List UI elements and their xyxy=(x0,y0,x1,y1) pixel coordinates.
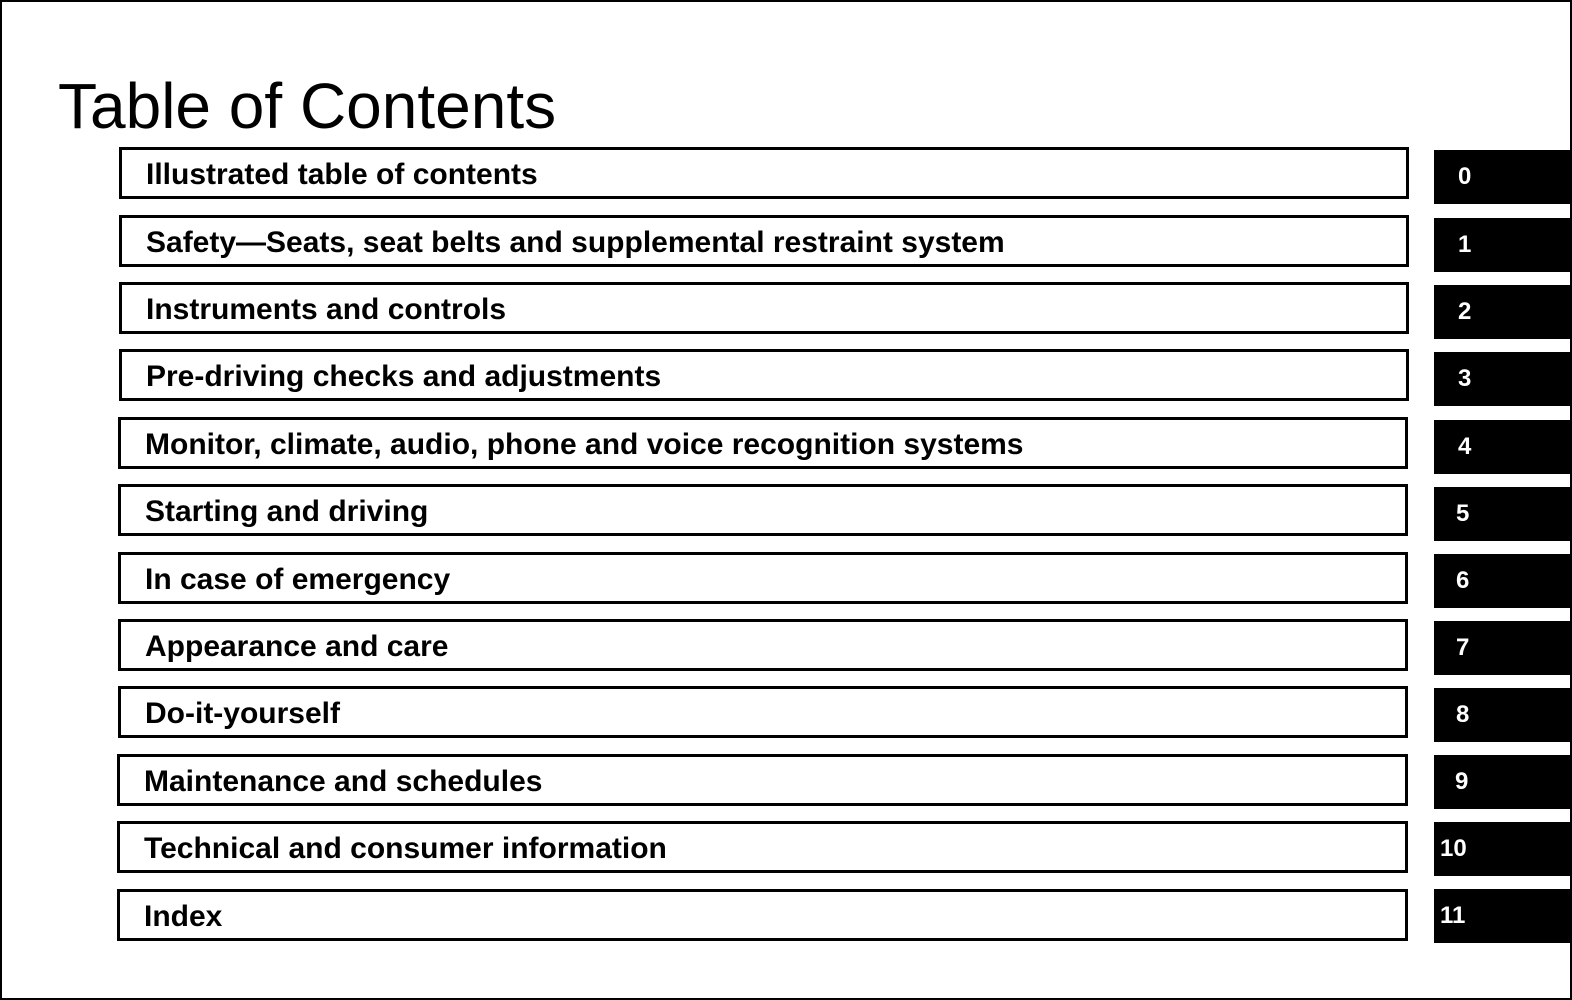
section-tab-1[interactable] xyxy=(1434,218,1572,272)
section-tab-4[interactable] xyxy=(1434,420,1572,474)
toc-entry-label: Starting and driving xyxy=(145,495,429,528)
toc-entry-label: Do-it-yourself xyxy=(145,697,340,730)
page-title: Table of Contents xyxy=(58,70,557,142)
section-tab-number: 2 xyxy=(1458,298,1472,325)
toc-entry-label: Technical and consumer information xyxy=(144,832,667,865)
toc-entry-label: Maintenance and schedules xyxy=(144,765,543,798)
section-tab-number: 0 xyxy=(1458,163,1472,190)
toc-entry-label: Illustrated table of contents xyxy=(146,158,538,191)
toc-entry-technical-and-consumer-information[interactable] xyxy=(117,821,1408,873)
toc-entry-label: Monitor, climate, audio, phone and voice recognition systems xyxy=(145,428,1024,461)
toc-entry-safety[interactable] xyxy=(119,215,1409,267)
section-tab-3[interactable] xyxy=(1434,352,1572,406)
toc-entry-instruments-and-controls[interactable] xyxy=(119,282,1409,334)
section-tab-number: 1 xyxy=(1458,231,1472,258)
toc-entry-maintenance-and-schedules[interactable] xyxy=(117,754,1408,806)
toc-entry-starting-and-driving[interactable] xyxy=(118,484,1408,536)
toc-entry-label: Appearance and care xyxy=(145,630,449,663)
section-tab-number: 11 xyxy=(1440,902,1466,929)
section-tab-11[interactable] xyxy=(1434,889,1572,943)
toc-entry-label: Safety—Seats, seat belts and supplemental restraint system xyxy=(146,226,1005,259)
toc-entry-label: Instruments and controls xyxy=(146,293,507,326)
section-tab-number: 9 xyxy=(1455,768,1469,795)
toc-entry-index[interactable] xyxy=(117,889,1408,941)
section-tab-8[interactable] xyxy=(1434,688,1572,742)
toc-entry-appearance-and-care[interactable] xyxy=(118,619,1408,671)
toc-entry-in-case-of-emergency[interactable] xyxy=(118,552,1408,604)
toc-entry-monitor-climate-audio[interactable] xyxy=(118,417,1408,469)
section-tab-6[interactable] xyxy=(1434,554,1572,608)
section-tab-number: 7 xyxy=(1456,634,1470,661)
section-tab-number: 4 xyxy=(1458,433,1472,460)
section-tab-number: 5 xyxy=(1456,500,1470,527)
toc-entry-illustrated-table-of-contents[interactable] xyxy=(119,147,1409,199)
section-tab-number: 6 xyxy=(1456,567,1470,594)
toc-list xyxy=(2,2,1570,998)
section-tab-7[interactable] xyxy=(1434,621,1572,675)
section-tab-5[interactable] xyxy=(1434,487,1572,541)
section-tab-10[interactable] xyxy=(1434,822,1572,876)
section-tab-0[interactable] xyxy=(1434,150,1572,204)
section-tab-number: 3 xyxy=(1458,365,1472,392)
toc-entry-label: In case of emergency xyxy=(145,563,451,596)
toc-entry-label: Index xyxy=(144,900,223,933)
section-tab-number: 10 xyxy=(1440,835,1467,862)
section-tab-9[interactable] xyxy=(1434,755,1572,809)
section-tab-number: 8 xyxy=(1456,701,1470,728)
toc-entry-label: Pre-driving checks and adjustments xyxy=(146,360,662,393)
toc-entry-pre-driving-checks[interactable] xyxy=(119,349,1409,401)
section-tab-2[interactable] xyxy=(1434,285,1572,339)
toc-entry-do-it-yourself[interactable] xyxy=(118,686,1408,738)
